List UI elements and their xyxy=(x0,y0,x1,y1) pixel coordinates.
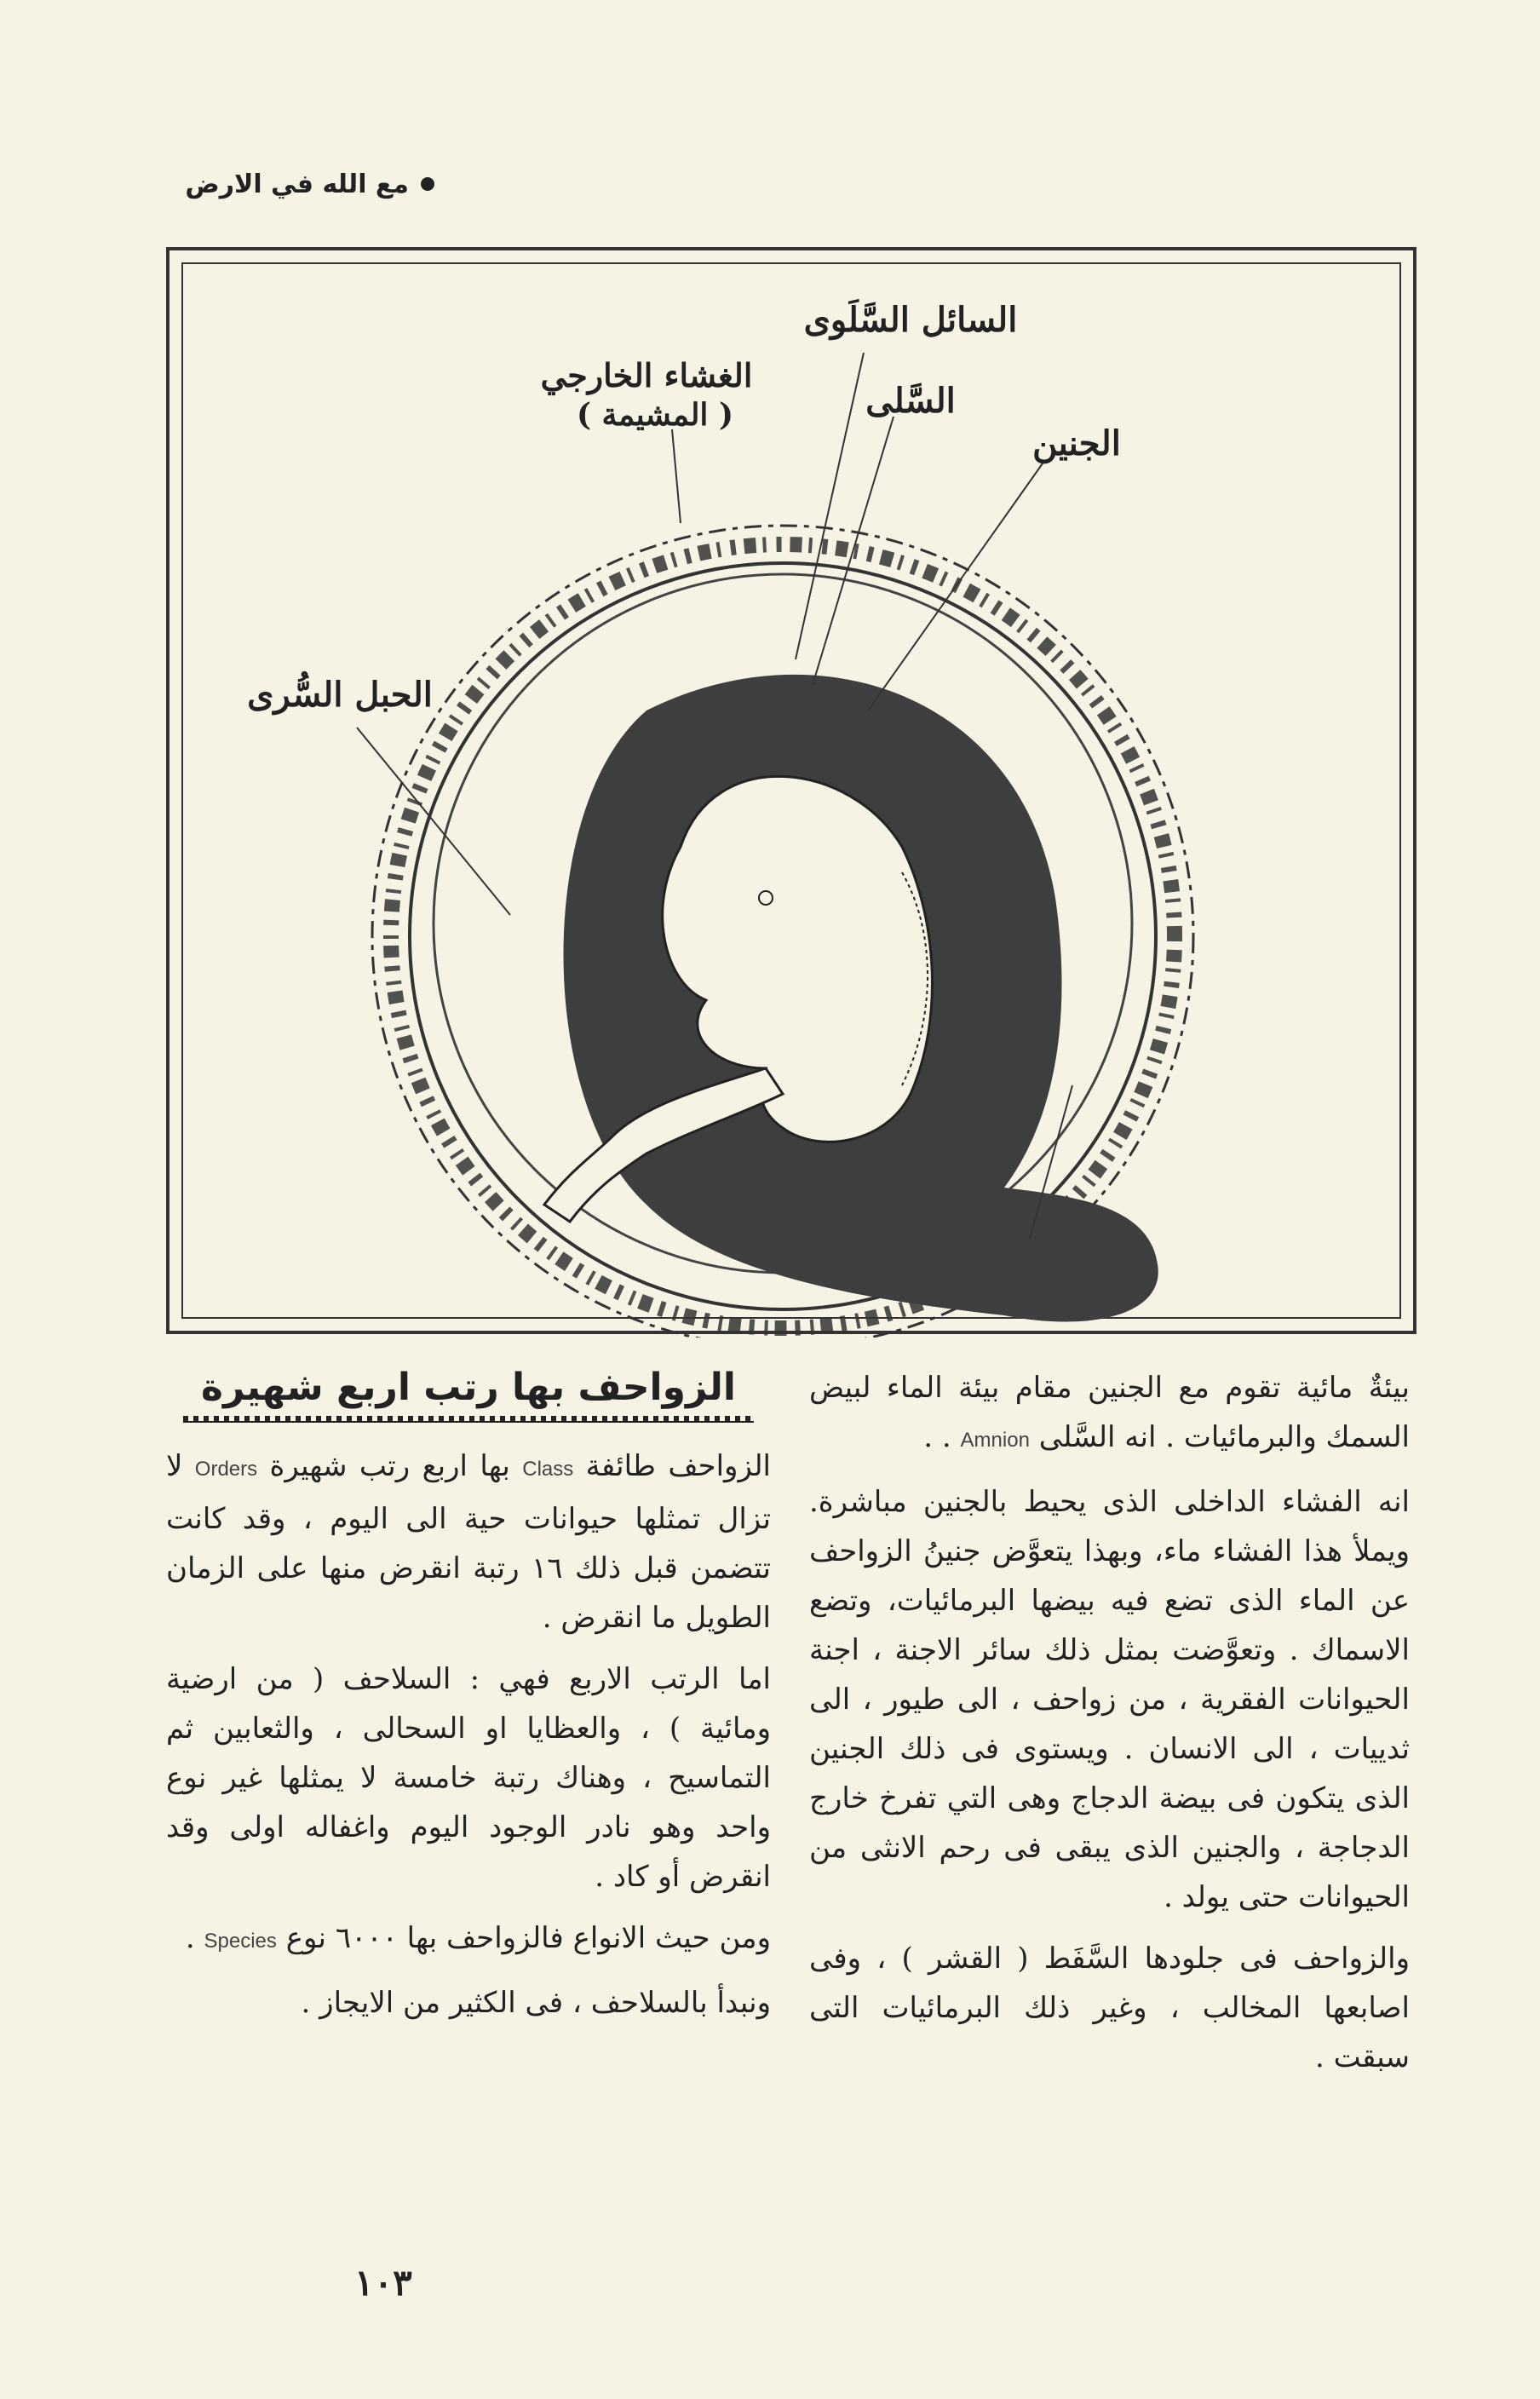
leader-amniotic-fluid xyxy=(796,353,864,659)
label-chorion-line1: الغشاء الخارجي xyxy=(540,356,753,394)
right-paragraph-3: والزواحف فى جلودها السَّفَط ( القشر ) ، وفى اصابعها المخالب ، وغير ذلك البرمائيات التى سبقت . xyxy=(809,1942,1410,2074)
label-chorion-line2: ( المشيمة ) xyxy=(576,397,734,433)
left-paragraph-1: الزواحف طائفة Class بها اربع رتب شهيرة Orders لا تزال تمثلها حيوانات حية الى اليوم ، وقد كانت تتضمن قبل ذلك ١٦ رتبة انقرض منها على الزمان الطويل ما انقرض . xyxy=(166,1449,772,1635)
label-umbilical-cord: الحبل السُّرى xyxy=(247,675,433,715)
label-embryo: الجنين xyxy=(1032,423,1121,463)
leader-chorion xyxy=(672,429,681,523)
latin-term-orders: Orders xyxy=(194,1458,258,1481)
label-amnion: السَّلى xyxy=(865,381,956,421)
left-text-column xyxy=(166,1363,771,2039)
section-title: الزواحف بها رتب اربع شهيرة xyxy=(201,1366,736,1409)
embryo-diagram xyxy=(170,250,1420,1338)
running-title: مع الله في الارض xyxy=(185,169,409,199)
label-amniotic-fluid: السائل السَّلَوى xyxy=(803,300,1018,340)
latin-term-species: Species xyxy=(204,1930,277,1953)
embryo-figure xyxy=(166,247,1416,1334)
right-text-column xyxy=(809,1363,1410,2094)
right-paragraph-1: بيئةٌ مائية تقوم مع الجنين مقام بيئة الماء لبيض السمك والبرمائيات . انه السَّلى Amnion . . xyxy=(809,1371,1410,1454)
page-number: ١٠٣ xyxy=(354,2262,412,2304)
running-header xyxy=(162,162,434,206)
left-paragraph-2: اما الرتب الاربع فهي : السلاحف ( من ارضية ومائية ) ، والعظايا او السحالى ، والثعابين ثم التماسيح ، وهناك رتبة خامسة لا يمثلها غير نوع واحد وهو نادر الوجود اليوم واغفاله اولى وقد انقرض أو كاد . xyxy=(166,1662,771,1894)
latin-term-amnion: Amnion xyxy=(960,1429,1030,1452)
leader-embryo xyxy=(868,463,1043,710)
left-paragraph-4: ونبدأ بالسلاحف ، فى الكثير من الايجاز . xyxy=(301,1986,771,2020)
title-underline xyxy=(183,1416,754,1423)
bullet-icon xyxy=(421,177,434,191)
right-paragraph-2: انه الفشاء الداخلى الذى يحيط بالجنين مباشرة. ويملأ هذا الفشاء ماء، وبهذا يتعوَّض جنينُ الزواحف عن الماء الذى تضع فيه بيضها البرمائيات، وتضع الاسماك . وتعوَّضت بمثل ذلك سائر الاجنة ، اجنة الحيوانات الفقرية ، من زواحف ، الى طيور ، الى ثدييات ، الى الانسان . ويستوى فى ذلك الجنين الذى يتكون فى بيضة الدجاج وهى التي تفرخ خارج الدجاجة ، والجنين الذى يبقى فى رحم الانثى من الحيوانات حتى يولد . xyxy=(809,1485,1410,1914)
latin-term-class: Class xyxy=(522,1458,574,1481)
left-paragraph-3: ومن حيث الانواع فالزواحف بها ٦٠٠٠ نوع Species . xyxy=(185,1921,771,1955)
leader-umbilical xyxy=(357,728,510,915)
